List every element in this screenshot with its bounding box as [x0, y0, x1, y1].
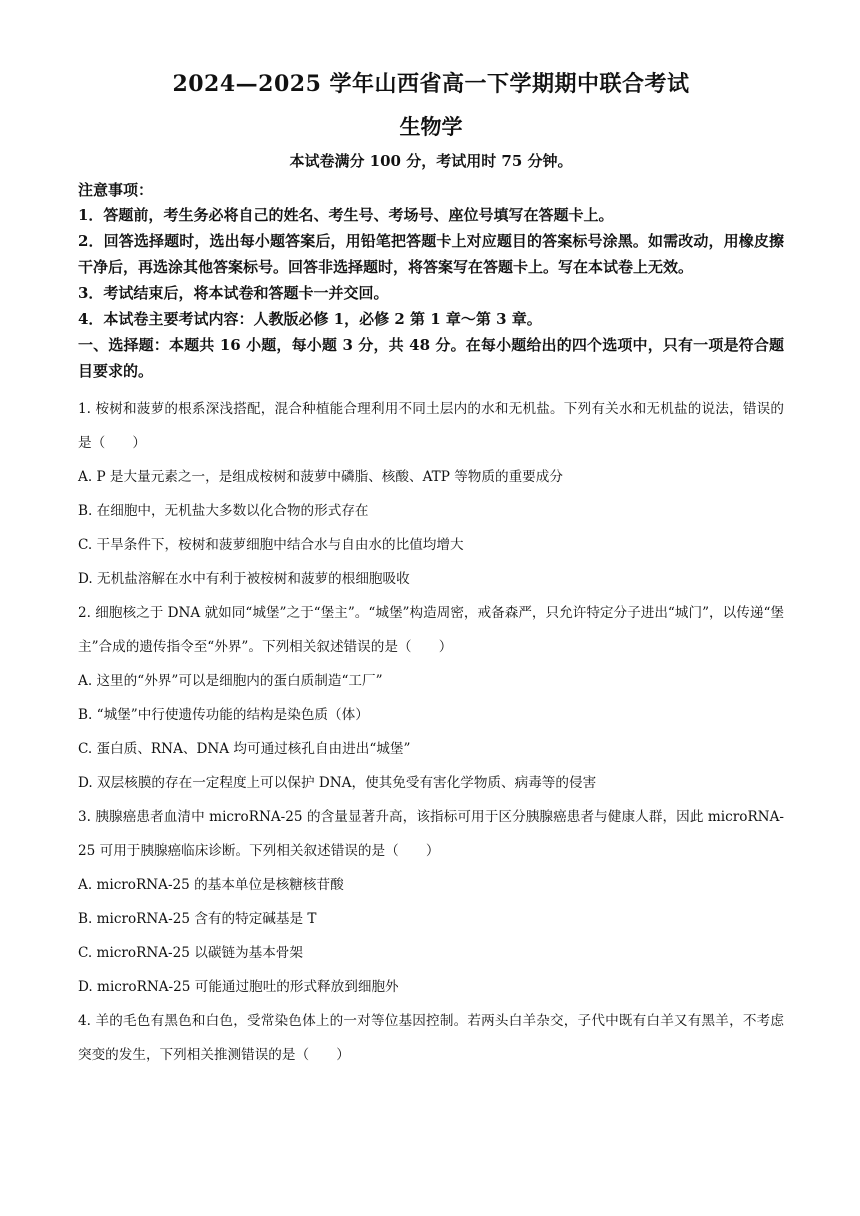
exam-meta: 本试卷满分 100 分，考试用时 75 分钟。 [289, 152, 573, 170]
notice-item: 4．本试卷主要考试内容：人教版必修 1，必修 2 第 1 章～第 3 章。 [78, 310, 542, 328]
option-c: C. 干旱条件下，桉树和菠萝细胞中结合水与自由水的比值均增大 [78, 537, 464, 553]
option-c: C. 蛋白质、RNA、DNA 均可通过核孔自由进出“城堡” [78, 741, 411, 757]
option-b: B. 在细胞中，无机盐大多数以化合物的形式存在 [78, 503, 369, 519]
option-a: A. P 是大量元素之一，是组成桉树和菠萝中磷脂、核酸、ATP 等物质的重要成分 [78, 469, 563, 485]
section-heading: 一、选择题：本题共 16 小题，每小题 3 分，共 48 分。在每小题给出的四个选项中，只有一项是符合题目要求的。 [78, 336, 784, 380]
notice-item: 1．答题前，考生务必将自己的姓名、考生号、考场号、座位号填写在答题卡上。 [78, 206, 614, 224]
question-stem: 1. 桉树和菠萝的根系深浅搭配，混合种植能合理利用不同土层内的水和无机盐。下列有关水和无机盐的说法，错误的是（ ） [78, 401, 784, 451]
question-1 [78, 392, 784, 596]
notice-item: 3．考试结束后，将本试卷和答题卡一并交回。 [78, 284, 389, 302]
option-d: D. 双层核膜的存在一定程度上可以保护 DNA，使其免受有害化学物质、病毒等的侵害 [78, 775, 597, 791]
exam-page [78, 68, 784, 1072]
question-2 [78, 596, 784, 800]
exam-title: 2024—2025 学年山西省高一下学期期中联合考试 [172, 71, 690, 97]
option-d: D. 无机盐溶解在水中有利于被桉树和菠萝的根细胞吸收 [78, 571, 410, 587]
notice-heading: 注意事项： [78, 181, 154, 199]
exam-subject: 生物学 [399, 114, 463, 139]
question-3 [78, 800, 784, 1004]
option-d: D. microRNA-25 可能通过胞吐的形式释放到细胞外 [78, 979, 399, 995]
option-b: B. microRNA-25 含有的特定碱基是 T [78, 911, 317, 927]
option-c: C. microRNA-25 以碳链为基本骨架 [78, 945, 303, 961]
option-a: A. 这里的“外界”可以是细胞内的蛋白质制造“工厂” [78, 673, 383, 689]
question-stem: 3. 胰腺癌患者血清中 microRNA-25 的含量显著升高，该指标可用于区分胰腺癌患者与健康人群，因此 microRNA-25 可用于胰腺癌临床诊断。下列相关叙述错误的是（ ） [78, 809, 784, 859]
option-a: A. microRNA-25 的基本单位是核糖核苷酸 [78, 877, 344, 893]
option-b: B. “城堡”中行使遗传功能的结构是染色质（体） [78, 707, 369, 723]
question-4 [78, 1004, 784, 1072]
notice-item: 2．回答选择题时，选出每小题答案后，用铅笔把答题卡上对应题目的答案标号涂黑。如需改动，用橡皮擦干净后，再选涂其他答案标号。回答非选择题时，将答案写在答题卡上。写在本试卷上无效。 [78, 232, 784, 276]
question-stem: 2. 细胞核之于 DNA 就如同“城堡”之于“堡主”。“城堡”构造周密，戒备森严，只允许特定分子进出“城门”，以传递“堡主”合成的遗传指令至“外界”。下列相关叙述错误的是（ ） [78, 605, 784, 655]
question-stem: 4. 羊的毛色有黑色和白色，受常染色体上的一对等位基因控制。若两头白羊杂交，子代中既有白羊又有黑羊，不考虑突变的发生，下列相关推测错误的是（ ） [78, 1013, 784, 1063]
